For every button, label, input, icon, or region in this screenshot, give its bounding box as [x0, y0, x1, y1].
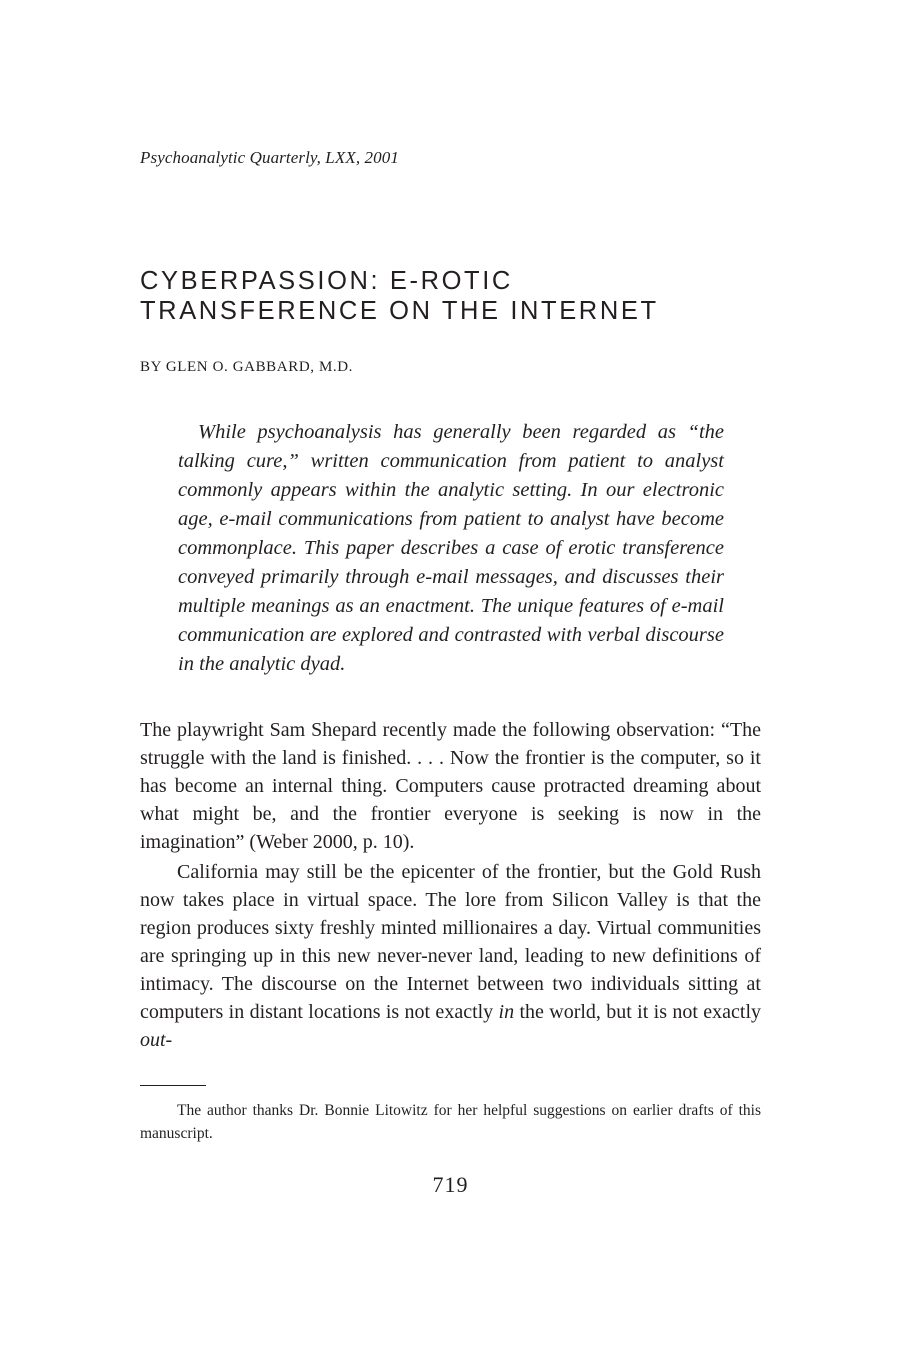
body-paragraph-2 — [140, 858, 761, 1054]
body-paragraph-1: The playwright Sam Shepard recently made the following observation: “The struggle with the land is finished. . . . Now the frontier is the computer, so it has become an internal thing. Computers cause protracted dreaming about what might be, and the frontier everyone is seeking is now in the imagination” (Weber 2000, p. 10). — [140, 719, 761, 853]
article-title — [140, 266, 780, 326]
paragraph-2-emphasis-in: in — [498, 1001, 515, 1023]
journal-citation: Psychoanalytic Quarterly, LXX, 2001 — [140, 148, 399, 167]
article-title-line-1: CYBERPASSION: E-ROTIC — [140, 267, 513, 295]
paragraph-2-emphasis-out: out- — [140, 1029, 173, 1051]
page-number: 719 — [432, 1172, 469, 1197]
article-title-line-2: TRANSFERENCE ON THE INTERNET — [140, 297, 659, 325]
footnote-divider — [140, 1085, 206, 1086]
paragraph-2-text-a: California may still be the epicenter of the frontier, but the Gold Rush now takes place in virtual space. The lore from Silicon Valley is that the region produces sixty freshly minted millionaires a day. Virtual communities are springing up in this new never-never land, leading to new definitions of intimacy. The discourse on the Internet between two individuals sitting at computers in distant locations is not exactly — [140, 861, 761, 1023]
author-byline: BY GLEN O. GABBARD, M.D. — [140, 359, 354, 375]
footnote: The author thanks Dr. Bonnie Litowitz for her helpful suggestions on earlier drafts of this manuscript. — [140, 1102, 761, 1142]
paragraph-2-text-b: the world, but it is not exactly — [514, 1001, 762, 1023]
abstract: While psychoanalysis has generally been regarded as “the talking cure,” written communication from patient to analyst commonly appears within the analytic setting. In our electronic age, e-mail communications from patient to analyst have become commonplace. This paper describes a case of erotic transference conveyed primarily through e-mail messages, and discusses their multiple meanings as an enactment. The unique features of e-mail communication are explored and contrasted with verbal discourse in the analytic dyad. — [178, 421, 724, 675]
body-text — [140, 716, 761, 1054]
